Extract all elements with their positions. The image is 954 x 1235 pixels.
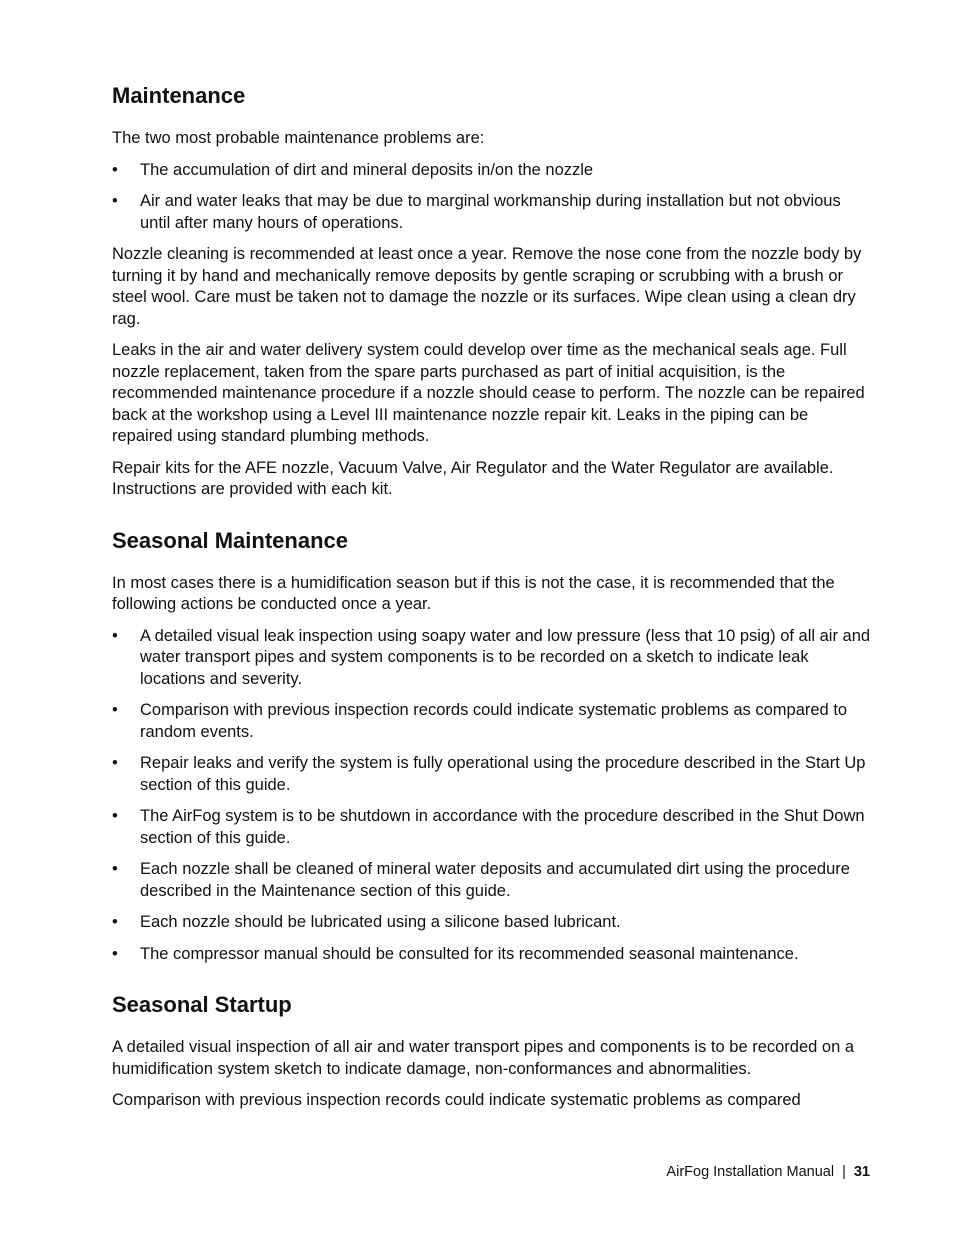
seasonal-startup-heading: Seasonal Startup	[112, 992, 292, 1017]
document-page	[112, 82, 872, 1122]
list-item	[112, 700, 872, 743]
list-item	[112, 753, 872, 796]
seasonal-maintenance-intro: In most cases there is a humidification season but if this is not the case, it is recommended that the following actions be conducted once a year.	[112, 573, 835, 613]
page-footer	[666, 1162, 870, 1182]
bullet-glyph: •	[112, 754, 118, 772]
maintenance-paragraph: Repair kits for the AFE nozzle, Vacuum Valve, Air Regulator and the Water Regulator are available. Instructions are provided with each kit.	[112, 458, 834, 498]
list-item	[112, 806, 872, 849]
maintenance-paragraph: Leaks in the air and water delivery system could develop over time as the mechanical seals age. Full nozzle replacement, taken from the spare parts purchased as part of initial acquisition, is the recommended maintenance procedure if a nozzle should cease to perform. The nozzle can be repaired back at the workshop using a Level III maintenance nozzle repair kit. Leaks in the piping can be repaired using standard plumbing methods.	[112, 341, 865, 445]
list-item-text: Each nozzle shall be cleaned of mineral water deposits and accumulated dirt using the procedure described in the Maintenance section of this guide.	[140, 860, 850, 900]
bullet-glyph: •	[112, 160, 118, 179]
list-item-text: Comparison with previous inspection records could indicate systematic problems as compared to random events.	[140, 701, 848, 741]
list-item-text: Repair leaks and verify the system is fully operational using the procedure described in the Start Up section of this guide.	[140, 754, 866, 794]
list-item-text: The accumulation of dirt and mineral deposits in/on the nozzle	[140, 160, 594, 179]
footer-title: AirFog Installation Manual	[666, 1164, 835, 1180]
maintenance-heading: Maintenance	[112, 83, 246, 108]
bullet-glyph: •	[112, 701, 118, 719]
maintenance-paragraph: Nozzle cleaning is recommended at least once a year. Remove the nose cone from the nozzle body by turning it by hand and mechanically remove deposits by gentle scraping or scrubbing with a brush or steel wool. Care must be taken not to damage the nozzle or its surfaces. Wipe clean using a clean dry rag.	[112, 245, 862, 328]
maintenance-bullet-list	[112, 160, 872, 235]
seasonal-startup-paragraph: Comparison with previous inspection records could indicate systematic problems as compared	[112, 1091, 801, 1109]
list-item-text: The AirFog system is to be shutdown in accordance with the procedure described in the Shut Down section of this guide.	[140, 807, 865, 847]
footer-separator: |	[842, 1164, 846, 1180]
list-item	[112, 626, 872, 691]
list-item-text: Air and water leaks that may be due to marginal workmanship during installation but not obvious until after many hours of operations.	[140, 192, 841, 232]
seasonal-maintenance-bullet-list	[112, 626, 872, 966]
bullet-glyph: •	[112, 944, 118, 963]
list-item-text: Each nozzle should be lubricated using a silicone based lubricant.	[140, 913, 621, 931]
list-item	[112, 912, 872, 934]
maintenance-intro: The two most probable maintenance problems are:	[112, 129, 485, 147]
list-item	[112, 160, 872, 182]
list-item	[112, 944, 872, 966]
bullet-glyph: •	[112, 860, 118, 878]
seasonal-startup-paragraph: A detailed visual inspection of all air and water transport pipes and components is to be recorded on a humidification system sketch to indicate damage, non-conformances and abnormalities.	[112, 1038, 855, 1078]
seasonal-maintenance-heading: Seasonal Maintenance	[112, 527, 348, 553]
bullet-glyph: •	[112, 913, 118, 931]
list-item	[112, 191, 872, 234]
list-item	[112, 859, 872, 902]
bullet-glyph: •	[112, 192, 118, 210]
list-item-text: The compressor manual should be consulted for its recommended seasonal maintenance.	[140, 944, 799, 963]
page-number: 31	[853, 1164, 870, 1180]
list-item-text: A detailed visual leak inspection using soapy water and low pressure (less that 10 psig) of all air and water transport pipes and system components is to be recorded on a sketch to indicate leak locations and severity.	[140, 626, 871, 688]
bullet-glyph: •	[112, 626, 118, 645]
bullet-glyph: •	[112, 807, 118, 825]
